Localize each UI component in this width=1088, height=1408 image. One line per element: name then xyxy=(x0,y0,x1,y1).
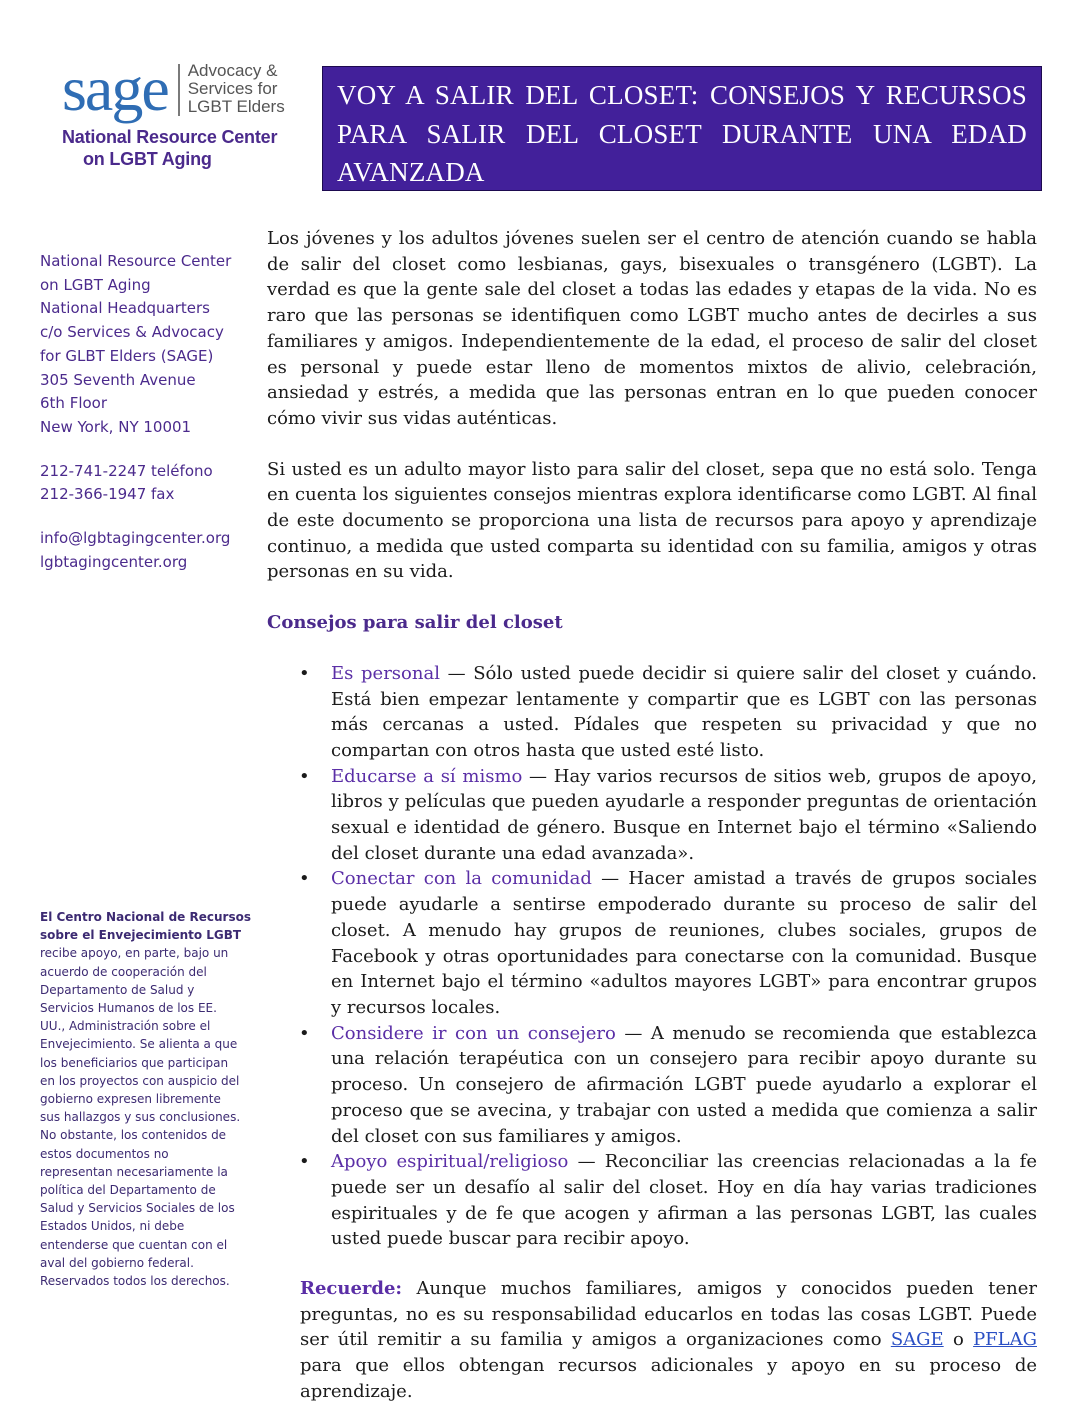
tip-text: — Hay varios recursos de sitios web, grupos de apoyo, libros y películas que pueden ayudarle a responder preguntas de orientación sexual e identidad de género. Busque en Internet bajo el término «Saliendo del closet durante una edad avanzada». xyxy=(331,765,1037,864)
tip-text: — A menudo se recomienda que establezca una relación terapéutica con un consejero para recibir apoyo durante su proceso. Un consejero de afirmación LGBT puede ayudarlo a explorar el proceso que se avecina, y trabajar con usted a medida que comienza a salir del closet con sus familiares y amigos. xyxy=(331,1022,1037,1147)
second-paragraph: Si usted es un adulto mayor listo para salir del closet, sepa que no está solo. Tenga en cuenta los siguientes consejos mientras explora identificarse como LGBT. Al final de este documento se proporciona una lista de recursos para apoyo y aprendizaje continuo, a medida que usted comparta su identidad con su familia, amigos y otras personas en su vida. xyxy=(267,458,1037,583)
disclaimer-line: gobierno expresen libremente xyxy=(40,1092,221,1107)
address-line: New York, NY 10001 xyxy=(40,417,192,436)
page-title: VOY A SALIR DEL CLOSET: CONSEJOS Y RECURSOS PARA SALIR DEL CLOSET DURANTE UNA EDAD AVANZADA xyxy=(337,80,1027,187)
list-item xyxy=(267,1149,1037,1252)
tips-list xyxy=(267,661,1037,1252)
address-line: National Resource Center xyxy=(40,252,232,270)
address-line: 6th Floor xyxy=(40,394,108,413)
funding-disclaimer xyxy=(40,908,254,1290)
sage-link[interactable]: SAGE xyxy=(890,1329,944,1351)
disclaimer-line: Envejecimiento. Se alienta a que xyxy=(40,1037,238,1052)
address-line: on LGBT Aging xyxy=(40,275,151,294)
address-line: National Headquarters xyxy=(40,299,210,318)
tip-title: Considere ir con un consejero xyxy=(331,1022,616,1044)
tip-title: Apoyo espiritual/religioso xyxy=(331,1151,569,1173)
logo-tagline-line: Advocacy & xyxy=(187,61,278,80)
disclaimer-line: acuerdo de cooperación del xyxy=(40,964,207,979)
phone-number: 212-741-2247 teléfono xyxy=(40,461,213,480)
list-item xyxy=(267,661,1037,764)
disclaimer-line: sus hallazgos y sus conclusiones. xyxy=(40,1110,241,1125)
disclaimer-bold-line: sobre el Envejecimiento LGBT xyxy=(40,928,242,943)
bullet-icon: • xyxy=(299,662,310,684)
list-item xyxy=(267,764,1037,867)
disclaimer-line: Departamento de Salud y xyxy=(40,982,195,997)
logo-tagline-line: Services for xyxy=(187,79,278,98)
logo-divider xyxy=(178,64,180,116)
tip-title: Conectar con la comunidad xyxy=(331,868,592,890)
logo-wordmark: sage xyxy=(62,53,168,124)
disclaimer-line: recibe apoyo, en parte, bajo un xyxy=(40,946,229,961)
logo-center-line: on LGBT Aging xyxy=(83,149,212,169)
disclaimer-line: UU., Administración sobre el xyxy=(40,1019,211,1034)
tip-text: — Hacer amistad a través de grupos sociales puede ayudarle a sentirse empoderado durante su proceso de salir del closet. A menudo hay grupos de reuniones, clubes sociales, grupos de Facebook y otras oportunidades para conectarse con la comunidad. Busque en Internet bajo el término «adultos mayores LGBT» para encontrar grupos y recursos locales. xyxy=(331,868,1037,1018)
list-item xyxy=(267,866,1037,1020)
remember-label: Recuerde: xyxy=(300,1278,403,1300)
sage-logo xyxy=(62,53,318,180)
phone-block xyxy=(40,460,252,507)
logo-top xyxy=(62,53,318,124)
tip-text: — Sólo usted puede decidir si quiere salir del closet y cuándo. Está bien empezar lentamente y compartir que es LGBT con las personas más cercanas a usted. Pídales que respeten su privacidad y que no compartan con otros hasta que usted esté listo. xyxy=(331,662,1037,761)
disclaimer-line: estos documentos no xyxy=(40,1146,169,1161)
title-banner xyxy=(322,66,1042,191)
logo-tagline-line: LGBT Elders xyxy=(187,97,285,116)
disclaimer-line: Servicios Humanos de los EE. xyxy=(40,1001,217,1016)
contact-block xyxy=(40,527,252,574)
bullet-icon: • xyxy=(299,1022,310,1044)
website-link[interactable]: lgbtagingcenter.org xyxy=(40,552,188,571)
address-line: for GLBT Elders (SAGE) xyxy=(40,346,214,365)
logo-center-name xyxy=(62,126,318,170)
fax-number: 212-366-1947 fax xyxy=(40,485,175,504)
pflag-link[interactable]: PFLAG xyxy=(973,1329,1037,1351)
main-content xyxy=(267,226,1037,1405)
address-line: c/o Services & Advocacy xyxy=(40,323,224,342)
email-link[interactable]: info@lgbtagingcenter.org xyxy=(40,529,231,548)
disclaimer-line: representan necesariamente la xyxy=(40,1164,228,1179)
disclaimer-line: aval del gobierno federal. xyxy=(40,1255,194,1270)
logo-center-line: National Resource Center xyxy=(62,127,278,147)
bullet-icon: • xyxy=(299,868,310,890)
disclaimer-line: política del Departamento de xyxy=(40,1183,216,1198)
logo-tagline xyxy=(188,60,285,116)
bullet-icon: • xyxy=(299,1151,310,1173)
remember-text: Aunque muchos familiares, amigos y conocidos pueden tener preguntas, no es su responsabilidad educarlos en todas las cosas LGBT. Puede ser útil remitir a su familia y amigos a organizaciones como xyxy=(300,1278,1037,1351)
disclaimer-line: Estados Unidos, ni debe xyxy=(40,1219,185,1234)
bullet-icon: • xyxy=(299,765,310,787)
address-line: 305 Seventh Avenue xyxy=(40,370,196,389)
intro-paragraph: Los jóvenes y los adultos jóvenes suelen ser el centro de atención cuando se habla de salir del closet como lesbianas, gays, bisexuales o transgénero (LGBT). La verdad es que la gente sale del closet a todas las edades y etapas de la vida. No es raro que las personas se identifiquen como LGBT mucho antes de decirles a sus familiares y amigos. Independientemente de la edad, el proceso de salir del closet es personal y puede estar lleno de momentos mixtos de alivio, celebración, ansiedad y estrés, a medida que las personas entran en lo que pueden conocer cómo vivir sus vidas auténticas. xyxy=(267,228,1037,429)
disclaimer-line: No obstante, los contenidos de xyxy=(40,1128,227,1143)
tip-text: — Reconciliar las creencias relacionadas a la fe puede ser un desafío al salir del closet. Hoy en día hay varias tradiciones espirituales y de fe que acogen y afirman a las personas LGBT, las cuales usted puede buscar para recibir apoyo. xyxy=(331,1151,1037,1250)
disclaimer-line: Reservados todos los derechos. xyxy=(40,1274,230,1289)
tip-title: Educarse a sí mismo xyxy=(331,765,523,787)
remember-text: o xyxy=(943,1329,974,1351)
disclaimer-line: en los proyectos con auspicio del xyxy=(40,1073,240,1088)
disclaimer-line: Salud y Servicios Sociales de los xyxy=(40,1201,235,1216)
disclaimer-line: los beneficiarios que participan xyxy=(40,1055,229,1070)
remember-text: para que ellos obtengan recursos adicionales y apoyo en su proceso de aprendizaje. xyxy=(300,1355,1037,1402)
disclaimer-bold-line: El Centro Nacional de Recursos xyxy=(40,910,251,924)
remember-paragraph xyxy=(300,1276,1037,1405)
tip-title: Es personal xyxy=(331,662,440,684)
tips-heading: Consejos para salir del closet xyxy=(267,612,563,634)
disclaimer-line: entenderse que cuentan con el xyxy=(40,1237,228,1252)
address-block xyxy=(40,250,252,440)
sidebar xyxy=(40,250,252,574)
list-item xyxy=(267,1021,1037,1150)
